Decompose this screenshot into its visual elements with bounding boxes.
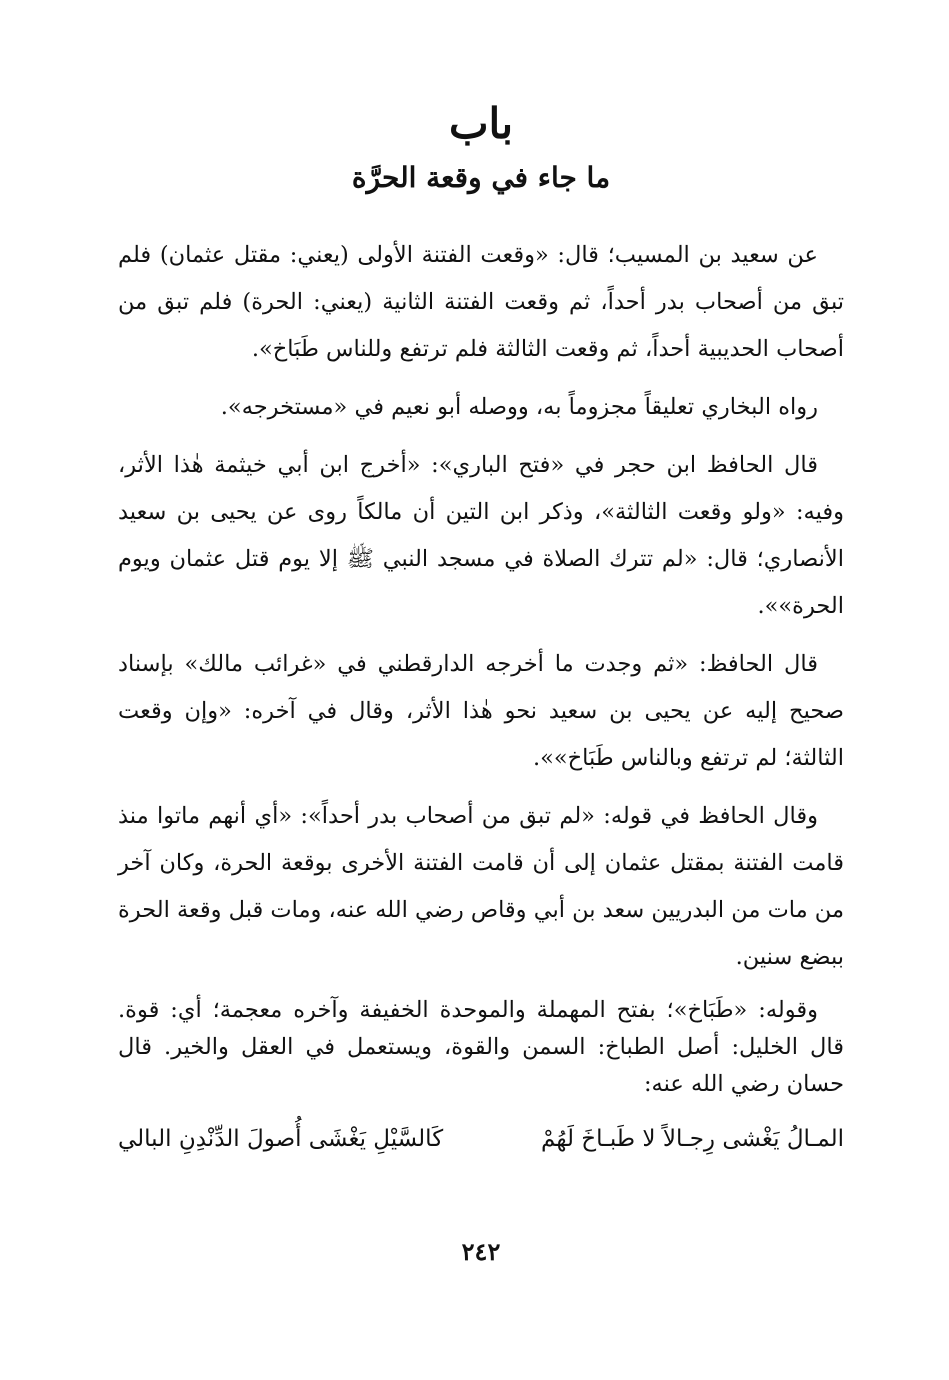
- paragraph-explanation: وقال الحافظ في قوله: «لم تبق من أصحاب بدر أحداً»: «أي أنهم ماتوا منذ قامت الفتنة بمقتل عثمان إلى أن قامت الفتنة الأخرى بوقعة الحرة، وكان آخر من مات من البدريين سعد بن أبي وقاص رضي الله عنه، ومات قبل وقعة الحرة ببضع سنين.: [118, 803, 844, 970]
- chapter-title: باب: [448, 99, 514, 148]
- paragraph-narration: رواه البخاري تعليقاً مجزوماً به، ووصله أبو نعيم في «مستخرجه».: [220, 394, 818, 420]
- book-page: [118, 0, 844, 1380]
- verse-second-hemistich: كَالسَّيْلِ يَغْشَى أُصولَ الدِّنْدِنِ البالي: [118, 1126, 444, 1152]
- paragraph-hadith: عن سعيد بن المسيب؛ قال: «وقعت الفتنة الأولى (يعني: مقتل عثمان) فلم تبق من أصحاب بدر أحداً، ثم وقعت الفتنة الثانية (يعني: الحرة) فلم تبق من أصحاب الحديبية أحداً، ثم وقعت الثالثة فلم ترتفع وللناس طَبَاخ».: [118, 242, 844, 362]
- paragraph-tabakh: وقوله: «طَبَاخ»؛ بفتح المهملة والموحدة الخفيفة وآخره معجمة؛ أي: قوة. قال الخليل: أصل الطباخ: السمن والقوة، ويستعمل في العقل والخير. قال حسان رضي الله عنه:: [118, 997, 844, 1097]
- body-text: [118, 232, 844, 1164]
- poetry-verse: [118, 1114, 844, 1164]
- paragraph-daraqutni: قال الحافظ: «ثم وجدت ما أخرجه الدارقطني في «غرائب مالك» بإسناد صحيح إليه عن يحيى بن سعيد نحو هٰذا الأثر، وقال في آخره: «وإن وقعت الثالثة؛ لم ترتفع وبالناس طَبَاخ»».: [118, 651, 844, 771]
- page-number: ٢٤٢: [461, 1237, 501, 1266]
- chapter-subtitle: ما جاء في وقعة الحرَّة: [351, 161, 611, 194]
- verse-first-hemistich: المـالُ يَغْشى رِجـالاً لا طَبـاخَ لَهُمْ: [541, 1126, 844, 1152]
- paragraph-ibn-hajar: قال الحافظ ابن حجر في «فتح الباري»: «أخرج ابن أبي خيثمة هٰذا الأثر، وفيه: «ولو وقعت الثالثة»، وذكر ابن التين أن مالكاً روى عن يحيى بن سعيد الأنصاري؛ قال: «لم تترك الصلاة في مسجد النبي ﷺ إلا يوم قتل عثمان ويوم الحرة»».: [118, 452, 844, 619]
